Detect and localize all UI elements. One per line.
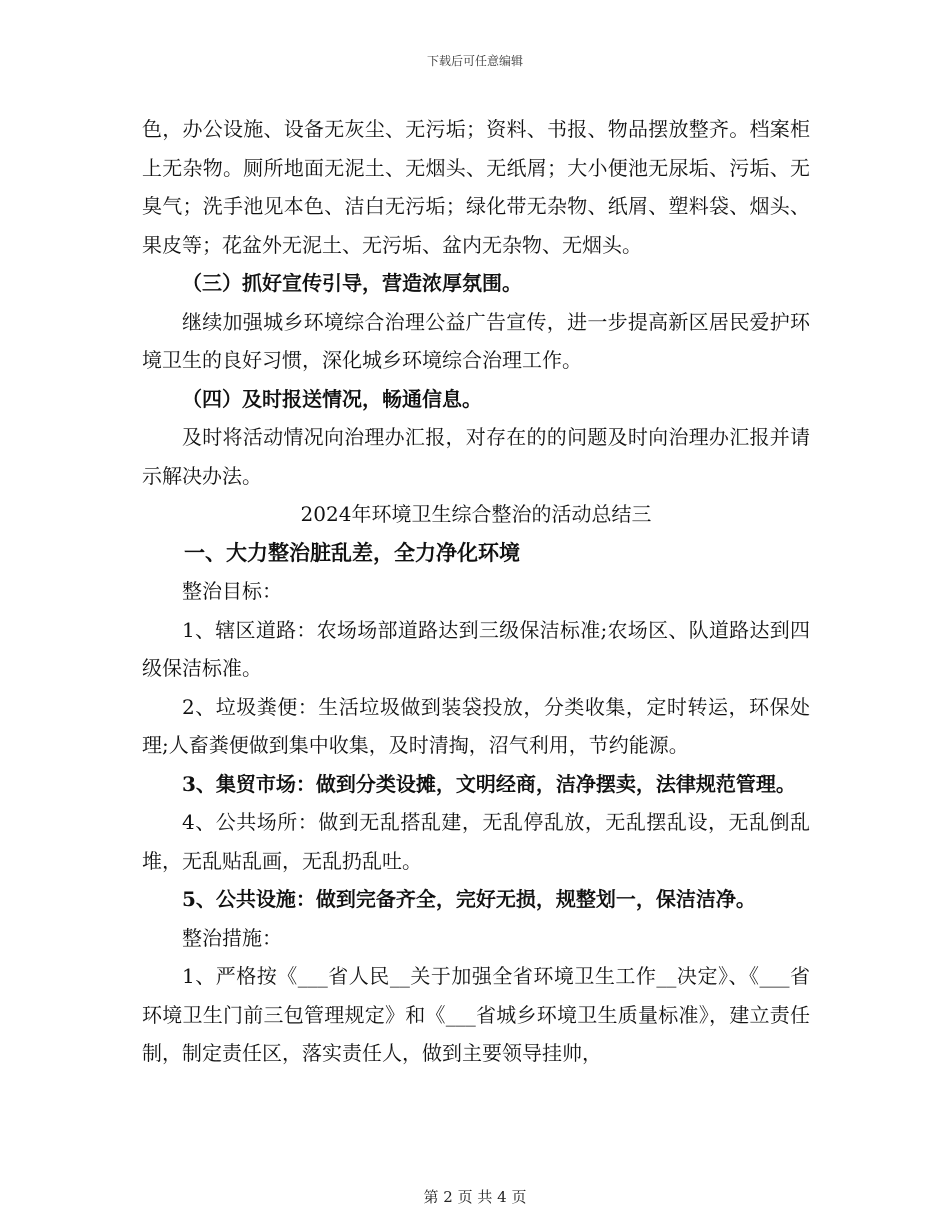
paragraph: 色，办公设施、设备无灰尘、无污垢；资料、书报、物品摆放整齐。档案柜上无杂物。厕所地面无泥土、无烟头、无纸屑；大小便池无尿垢、污垢、无臭气；洗手池见本色、洁白无污垢；绿化带无杂物、纸屑、塑料袋、烟头、果皮等；花盆外无泥土、无污垢、盆内无杂物、无烟头。 [142,117,810,257]
list-item: 1、严格按《___省人民__关于加强全省环境卫生工作__决定》、《___省环境卫生门前三包管理规定》和《___省城乡环境卫生质量标准》，建立责任制，制定责任区，落实责任人，做到主要领导挂帅， [142,964,810,1065]
document-title: 2024年环境卫生综合整治的活动总结三 [300,502,652,526]
subheading: 整治措施： [182,925,282,950]
list-item: 4、公共场所：做到无乱搭乱建，无乱停乱放，无乱摆乱设，无乱倒乱堆，无乱贴乱画，无乱扔乱吐。 [142,810,810,873]
page-header: 下载后可任意编辑 [426,54,523,68]
paragraph: 继续加强城乡环境综合治理公益广告宣传，进一步提高新区居民爱护环境卫生的良好习惯，深化城乡环境综合治理工作。 [142,309,810,372]
list-item: 1、辖区道路：农场场部道路达到三级保洁标准;农场区、队道路达到四级保洁标准。 [142,617,810,680]
list-item: 2、垃圾粪便：生活垃圾做到装袋投放，分类收集，定时转运，环保处理;人畜粪便做到集中收集，及时清掏，沼气利用，节约能源。 [142,694,810,757]
section-heading: （三）抓好宣传引导，营造浓厚氛围。 [182,271,522,295]
paragraph: 及时将活动情况向治理办汇报，对存在的的问题及时向治理办汇报并请示解决办法。 [142,425,810,488]
section-heading: 一、大力整治脏乱差，全力净化环境 [184,539,520,565]
list-item: 3、集贸市场：做到分类设摊，文明经商，洁净摆卖，法律规范管理。 [182,771,796,796]
list-item: 5、公共设施：做到完备齐全，完好无损，规整划一，保洁洁净。 [182,887,756,911]
subheading: 整治目标： [182,579,282,603]
page-footer: 第 2 页 共 4 页 [423,1188,527,1206]
document-body [142,110,810,1073]
section-heading: （四）及时报送情况，畅通信息。 [182,386,482,411]
